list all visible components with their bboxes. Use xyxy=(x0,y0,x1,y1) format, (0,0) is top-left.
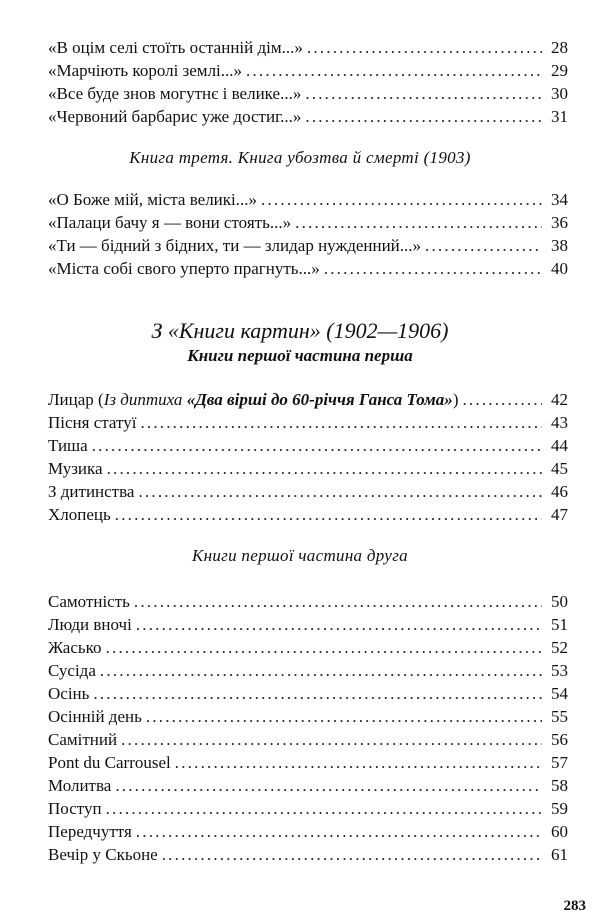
toc-entry-page: 42 xyxy=(551,390,568,409)
leader-dots xyxy=(295,211,542,235)
leader-dots xyxy=(134,590,542,614)
toc-entry-page: 59 xyxy=(551,799,568,818)
toc-entry xyxy=(48,434,568,458)
toc-entry-page: 30 xyxy=(551,84,568,103)
toc-entry-title: Пісня статуї xyxy=(48,413,137,432)
leader-dots xyxy=(305,105,542,129)
toc-entry-page: 50 xyxy=(551,592,568,611)
leader-dots xyxy=(106,636,542,660)
toc-entry-page: 52 xyxy=(551,638,568,657)
toc-entry-title: «Все буде знов могутнє і велике...» xyxy=(48,84,302,103)
toc-entry-title: Музика xyxy=(48,459,103,478)
toc-entry-title: Осінній день xyxy=(48,707,142,726)
section-heading: Книга третя. Книга убозтва й смерті (1903) xyxy=(129,148,471,167)
leader-dots xyxy=(175,751,542,775)
toc-entry xyxy=(48,682,568,706)
toc-entry xyxy=(48,636,568,660)
toc-entry-page: 43 xyxy=(551,413,568,432)
toc-entry-title: Хлопець xyxy=(48,505,111,524)
toc-entry xyxy=(48,480,568,504)
leader-dots xyxy=(138,480,542,504)
toc-entry-page: 45 xyxy=(551,459,568,478)
toc-entry-title: Вечір у Скьоне xyxy=(48,845,158,864)
toc-entry xyxy=(48,659,568,683)
leader-dots xyxy=(261,188,542,212)
toc-entry xyxy=(48,457,568,481)
leader-dots xyxy=(136,613,542,637)
toc-entry xyxy=(48,613,568,637)
toc-entry-title: Самітний xyxy=(48,730,118,749)
leader-dots xyxy=(140,411,542,435)
toc-entry-title: Жасько xyxy=(48,638,102,657)
leader-dots xyxy=(106,797,542,821)
toc-entry xyxy=(48,257,568,281)
toc-entry-page: 36 xyxy=(551,213,568,232)
toc-entry-page: 56 xyxy=(551,730,568,749)
leader-dots xyxy=(93,682,542,706)
leader-dots xyxy=(136,820,542,844)
toc-entry xyxy=(48,797,568,821)
toc-entry-page: 55 xyxy=(551,707,568,726)
toc-entry-title: «Ти — бідний з бідних, ти — злидар нужденний...» xyxy=(48,236,422,255)
toc-entry xyxy=(48,590,568,614)
toc-entry-page: 29 xyxy=(551,61,568,80)
toc-entry-page: 60 xyxy=(551,822,568,841)
toc-entry xyxy=(48,503,568,527)
toc-entry-page: 34 xyxy=(551,190,568,209)
leader-dots xyxy=(305,82,542,106)
leader-dots xyxy=(462,388,542,412)
leader-dots xyxy=(100,659,542,683)
subtitle-bold: «Два вірші до 60-річчя Ганса Тома» xyxy=(186,390,453,409)
section-heading-main: З «Книги картин» (1902—1906) xyxy=(151,318,449,343)
toc-entry-title: «Міста собі свого уперто прагнуть...» xyxy=(48,259,320,278)
toc-entry xyxy=(48,751,568,775)
toc-entry xyxy=(48,820,568,844)
section-heading: Книги першої частина друга xyxy=(192,546,408,565)
toc-entry-page: 57 xyxy=(551,753,568,772)
leader-dots xyxy=(307,36,542,60)
toc-entry-page: 44 xyxy=(551,436,568,455)
toc-entry-page: 58 xyxy=(551,776,568,795)
leader-dots xyxy=(121,728,542,752)
toc-entry-page: 54 xyxy=(551,684,568,703)
toc-entry-title: Передчуття xyxy=(48,822,132,841)
leader-dots xyxy=(92,434,542,458)
leader-dots xyxy=(146,705,542,729)
toc-entry-title: Молитва xyxy=(48,776,112,795)
subtitle-suffix: ) xyxy=(452,390,459,409)
leader-dots xyxy=(115,774,542,798)
toc-entry-title: «Палаци бачу я — вони стоять...» xyxy=(48,213,292,232)
toc-entry-title: Сусіда xyxy=(48,661,96,680)
leader-dots xyxy=(115,503,542,527)
toc-entry-page: 28 xyxy=(551,38,568,57)
toc-entry-page: 31 xyxy=(551,107,568,126)
toc-entry-page: 40 xyxy=(551,259,568,278)
toc-entry xyxy=(48,728,568,752)
toc-entry xyxy=(48,82,568,106)
toc-entry-title: «О Боже мій, міста великі...» xyxy=(48,190,258,209)
toc-entry xyxy=(48,36,568,60)
toc-entry-title-main: Лицар ( xyxy=(48,390,104,409)
toc-entry-title: «В оцім селі стоїть останній дім...» xyxy=(48,38,303,57)
toc-entry xyxy=(48,59,568,83)
toc-entry xyxy=(48,774,568,798)
toc-entry-page: 51 xyxy=(551,615,568,634)
toc-entry xyxy=(48,843,568,867)
toc-entry xyxy=(48,411,568,435)
toc-entry-title: «Марчіють королі землі...» xyxy=(48,61,243,80)
toc-entry-page: 46 xyxy=(551,482,568,501)
toc-entry-title: З дитинства xyxy=(48,482,135,501)
toc-entry-title: Pont du Carrousel xyxy=(48,753,171,772)
leader-dots xyxy=(162,843,542,867)
toc-entry-title: Осінь xyxy=(48,684,90,703)
toc-entry-page: 61 xyxy=(551,845,568,864)
toc-entry-title: Люди вночі xyxy=(48,615,132,634)
leader-dots xyxy=(246,59,542,83)
toc-entry-page: 53 xyxy=(551,661,568,680)
toc-entry xyxy=(48,234,568,258)
subtitle-prefix: Із диптиха xyxy=(103,390,187,409)
toc-entry xyxy=(48,705,568,729)
toc-entry-title: Самотність xyxy=(48,592,130,611)
leader-dots xyxy=(324,257,542,281)
toc-entry-title: Поступ xyxy=(48,799,102,818)
toc-entry xyxy=(48,105,568,129)
toc-entry-subtitle xyxy=(104,390,453,409)
leader-dots xyxy=(425,234,542,258)
toc-entry-page: 38 xyxy=(551,236,568,255)
toc-entry-title: «Червоний барбарис уже достиг...» xyxy=(48,107,302,126)
toc-entry xyxy=(48,211,568,235)
toc-entry-title: Тиша xyxy=(48,436,88,455)
toc-entry-page: 47 xyxy=(551,505,568,524)
section-subheading: Книги першої частина перша xyxy=(187,346,413,365)
page-number: 283 xyxy=(563,898,586,914)
toc-entry xyxy=(48,388,568,412)
toc-entry xyxy=(48,188,568,212)
toc-entry-title xyxy=(48,388,458,412)
leader-dots xyxy=(107,457,542,481)
